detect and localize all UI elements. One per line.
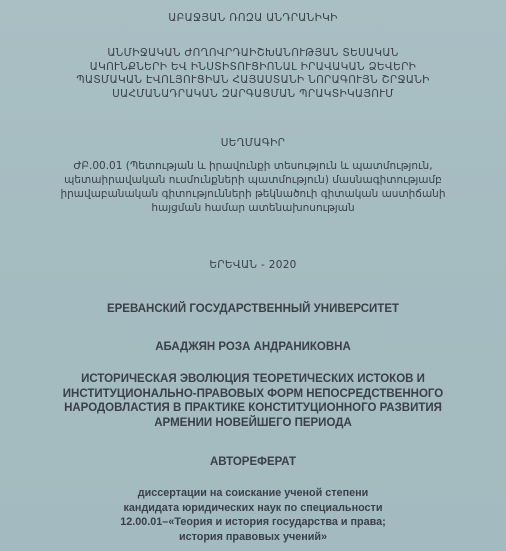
armenian-description-line: ԺԲ.00.01 (Պետության և իրավունքի տեսություն և պատմություն, bbox=[73, 160, 433, 172]
russian-description-line: кандидата юридических наук по специальности bbox=[123, 501, 383, 514]
russian-genre: АВТОРЕФЕРАТ bbox=[209, 456, 297, 468]
russian-description-line: диссертации на соискание ученой степени bbox=[137, 487, 369, 499]
armenian-title-line: ՍԱՀՄԱՆԱԴՐԱԿԱՆ ԶԱՐԳԱՑՄԱՆ ՊՐԱԿՏԻԿԱՅՈՒՄ bbox=[112, 87, 394, 100]
armenian-title-line: ԱԿՈՒՆՔՆԵՐԻ ԵՎ ԻՆՍՏԻՏՈՒՑԻՈՆԱԼ ԻՐԱՎԱԿԱՆ ՁԵՎԵՐԻ bbox=[89, 60, 417, 73]
russian-university: ЕРЕВАНСКИЙ ГОСУДАРСТВЕННЫЙ УНИВЕРСИТЕТ bbox=[106, 303, 400, 315]
russian-title-line: ИНСТИТУЦИОНАЛЬНО-ПРАВОВЫХ ФОРМ НЕПОСРЕДСТВЕННОГО bbox=[62, 387, 444, 400]
russian-description-line: история правовых учений» bbox=[178, 530, 328, 543]
russian-title-line: ИСТОРИЧЕСКАЯ ЭВОЛЮЦИЯ ТЕОРЕТИЧЕСКИХ ИСТОКОВ И bbox=[81, 373, 425, 385]
armenian-description-line: իրավաբանական գիտությունների թեկնածուի գիտական աստիճանի bbox=[60, 188, 446, 200]
russian-title bbox=[0, 372, 506, 431]
russian-title-line: АРМЕНИИ НОВЕЙШЕГО ПЕРИОДА bbox=[154, 417, 352, 430]
russian-title-line: НАРОДОВЛАСТИЯ В ПРАКТИКЕ КОНСТИТУЦИОННОГО РАЗВИТИЯ bbox=[64, 402, 442, 415]
russian-author-name: АБАДЖЯН РОЗА АНДРАНИКОВНА bbox=[155, 341, 351, 353]
armenian-description bbox=[0, 159, 506, 215]
armenian-description-line: պետաիրավական ուսմունքների պատմություն) մասնագիտությամբ bbox=[64, 174, 442, 186]
armenian-author-name: ԱԲԱՋՅԱՆ ՌՈԶԱ ԱՆԴՐԱՆԻԿԻ bbox=[168, 12, 338, 24]
armenian-description-line: հայցման համար ատենախոսության bbox=[151, 202, 355, 214]
russian-description bbox=[0, 486, 506, 544]
armenian-city-year: ԵՐԵՎԱՆ - 2020 bbox=[209, 259, 297, 271]
armenian-genre: ՍԵՂՄԱԳԻՐ bbox=[220, 137, 286, 149]
russian-description-line: 12.00.01–«Теория и история государства и права; bbox=[120, 516, 386, 528]
armenian-title-line: ՊԱՏՄԱԿԱՆ ԷՎՈԼՅՈՒՑԻԱՆ ՀԱՅԱՍՏԱՆԻ ՆՈՐԱԳՈՒՅՆ ՇՐՋԱՆԻ bbox=[76, 74, 430, 86]
armenian-title bbox=[0, 47, 506, 101]
armenian-title-line: ԱՆՄԻՋԱԿԱՆ ԺՈՂՈՎՐԴԱԻՇԽԱՆՈՒԹՅԱՆ ՏԵՍԱԿԱՆ bbox=[107, 47, 399, 59]
